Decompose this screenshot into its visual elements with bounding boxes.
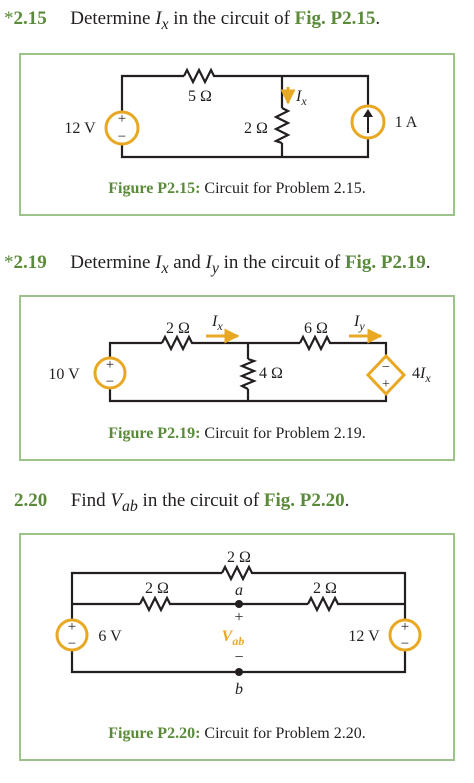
vab-minus: − xyxy=(234,649,244,666)
vs-minus: − xyxy=(67,636,77,652)
label-2ohm: 2 Ω xyxy=(244,120,268,137)
period: . xyxy=(375,8,381,29)
vs-plus: + xyxy=(105,357,115,373)
label-4ohm: 4 Ω xyxy=(259,365,283,382)
label-4ix: $4I_x$ xyxy=(412,365,431,385)
label-10v: 10 V xyxy=(48,366,80,383)
figure-p2-20-caption xyxy=(21,725,453,743)
figure-p2-20-frame xyxy=(19,533,455,761)
vs-minus: − xyxy=(117,129,127,145)
label-ix: $I_x$ xyxy=(296,88,307,108)
problem-number: 2.19 xyxy=(13,252,47,273)
vs-plus: + xyxy=(400,619,410,635)
label-12v: 12 V xyxy=(348,628,380,645)
variable-vab: $V_{ab}$ xyxy=(110,490,138,515)
caption-text: Circuit for Problem 2.15. xyxy=(200,180,366,197)
figure-p2-19-frame xyxy=(19,295,455,461)
problem-2-20-statement xyxy=(14,490,349,516)
label-left-2ohm: 2 Ω xyxy=(145,580,169,597)
problem-number: 2.15 xyxy=(13,8,47,29)
problem-text: Determine xyxy=(70,8,156,29)
figure-link[interactable]: Fig. P2.20 xyxy=(263,490,345,511)
figure-link[interactable]: Fig. P2.19 xyxy=(344,252,426,273)
caption-text: Circuit for Problem 2.20. xyxy=(200,725,366,742)
variable-ix: $I_x$ xyxy=(155,8,169,33)
resistor-2ohm xyxy=(276,108,288,143)
label-6ohm: 6 Ω xyxy=(304,320,328,337)
figure-link[interactable]: Fig. P2.15 xyxy=(294,8,376,29)
vs-plus: + xyxy=(67,619,77,635)
variable-ix: $I_x$ xyxy=(155,252,169,277)
label-node-b: b xyxy=(235,681,243,698)
caption-label: Figure P2.20: xyxy=(108,725,201,742)
problem-text-2: in the circuit of xyxy=(218,252,345,273)
label-ix: $I_x$ xyxy=(212,313,223,333)
period: . xyxy=(425,252,431,273)
resistor-5ohm xyxy=(184,70,216,82)
problem-text: Determine xyxy=(70,252,156,273)
caption-text: Circuit for Problem 2.19. xyxy=(200,425,366,442)
label-iy: $I_y$ xyxy=(354,313,365,333)
vs-minus: − xyxy=(105,374,115,390)
star-marker: * xyxy=(4,8,14,29)
vs-plus: + xyxy=(117,111,127,127)
caption-label: Figure P2.15: xyxy=(108,180,201,197)
problem-text: Find xyxy=(70,490,111,511)
label-vab: $V_{ab}$ xyxy=(221,628,245,648)
dep-minus: − xyxy=(382,360,390,375)
circuit-p2-15 xyxy=(122,70,368,157)
star-marker: * xyxy=(4,252,14,273)
period: . xyxy=(344,490,350,511)
label-node-a: a xyxy=(235,582,243,599)
caption-label: Figure P2.19: xyxy=(108,425,201,442)
label-2ohm: 2 Ω xyxy=(166,320,190,337)
label-right-2ohm: 2 Ω xyxy=(313,580,337,597)
wire xyxy=(122,76,184,114)
label-12v: 12 V xyxy=(64,120,96,137)
label-1a: 1 A xyxy=(394,114,418,131)
problem-2-19-statement xyxy=(4,252,430,278)
variable-iy: $I_y$ xyxy=(205,252,219,277)
figure-p2-19-caption xyxy=(21,425,453,443)
wire xyxy=(216,76,368,105)
problem-text-2: in the circuit of xyxy=(168,8,295,29)
vs-minus: − xyxy=(400,636,410,652)
wire xyxy=(122,139,368,157)
problem-text-2: in the circuit of xyxy=(137,490,264,511)
dep-plus: + xyxy=(382,377,390,392)
label-5ohm: 5 Ω xyxy=(188,88,212,105)
problem-number: 2.20 xyxy=(14,490,48,511)
label-top-2ohm: 2 Ω xyxy=(227,549,251,566)
vab-plus: + xyxy=(234,609,244,626)
problem-text-and: and xyxy=(168,252,206,273)
label-6v: 6 V xyxy=(98,628,122,645)
